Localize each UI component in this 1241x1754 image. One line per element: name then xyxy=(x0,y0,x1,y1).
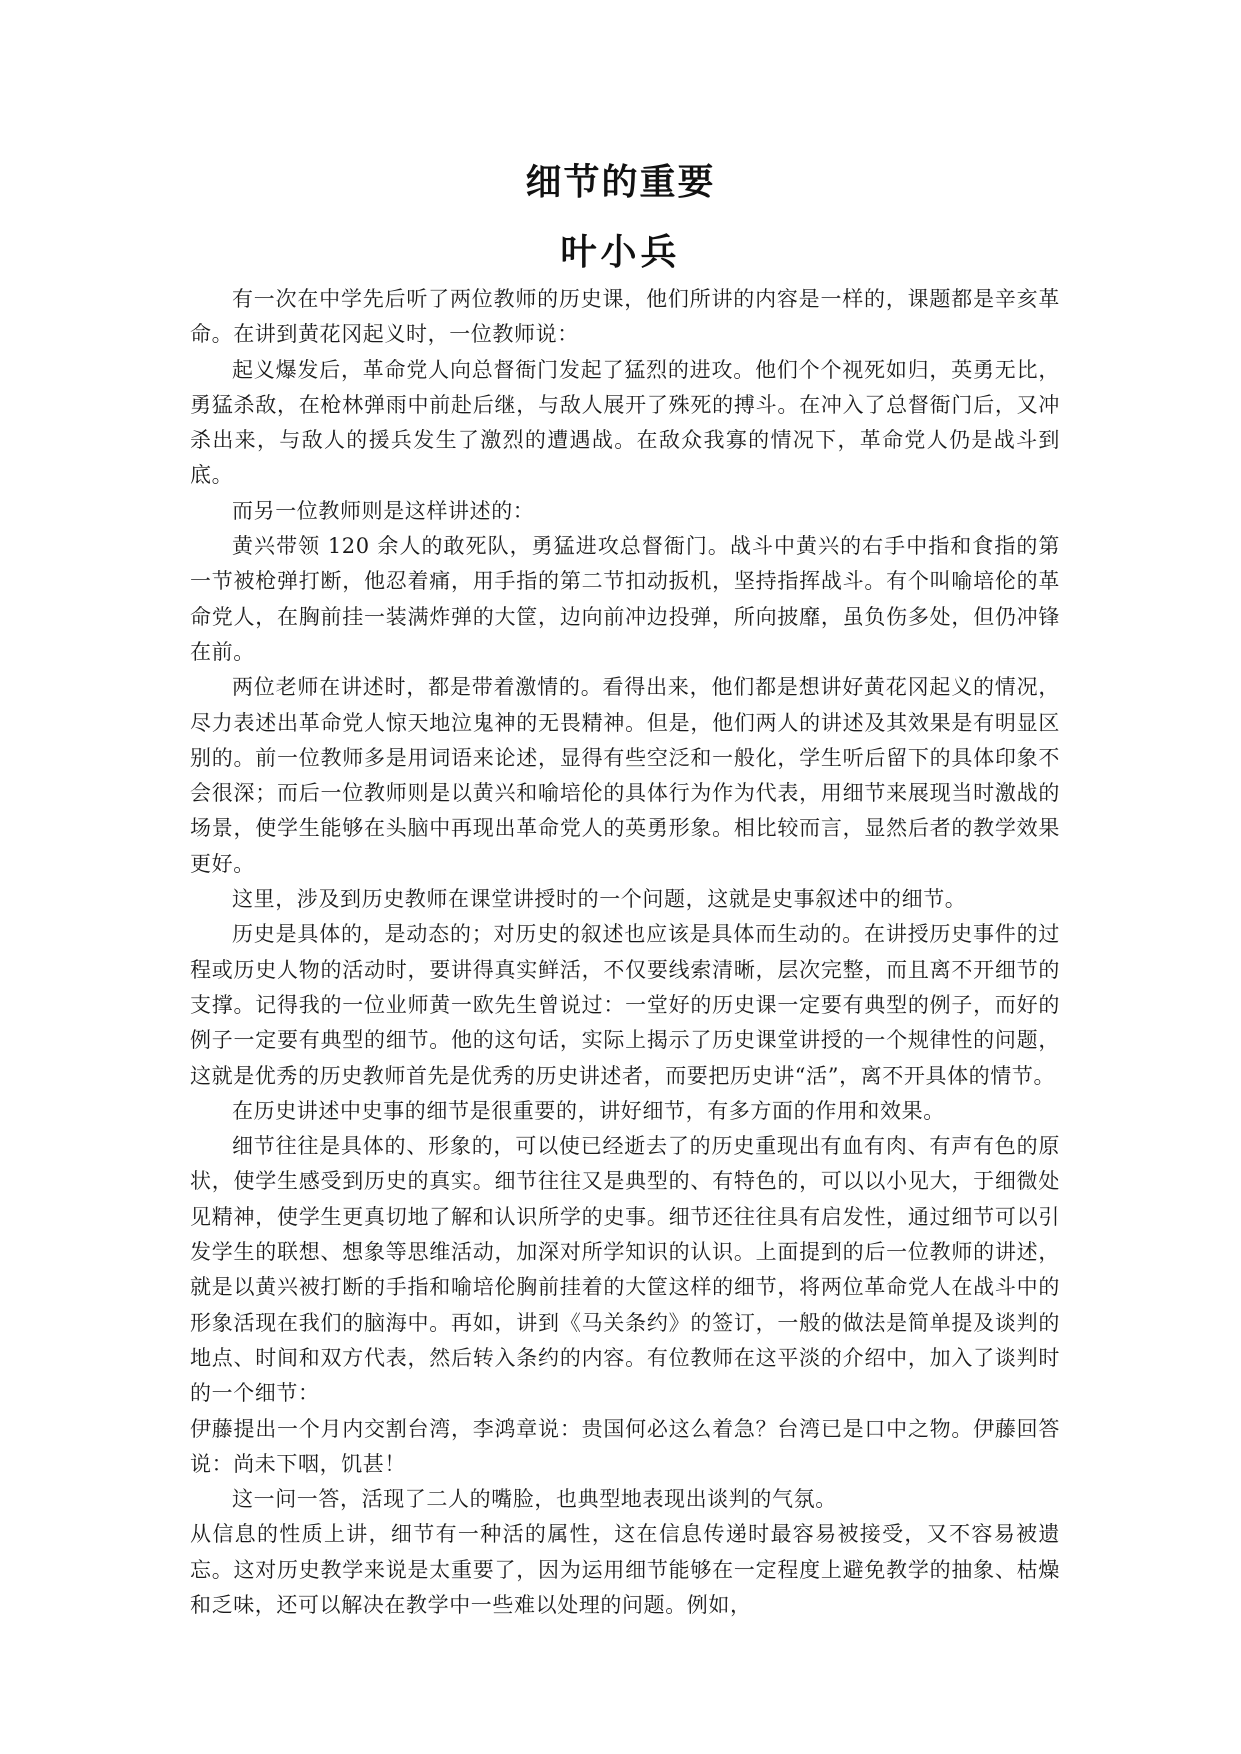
paragraph: 这一问一答，活现了二人的嘴脸，也典型地表现出谈判的气氛。 xyxy=(232,1487,837,1512)
document-author: 叶小兵 xyxy=(560,231,681,273)
paragraph: 伊藤提出一个月内交割台湾，李鸿章说：贵国何必这么着急？台湾已是口中之物。伊藤回答说：尚未下咽，饥甚！ xyxy=(190,1416,1060,1476)
paragraph: 在历史讲述中史事的细节是很重要的，讲好细节，有多方面的作用和效果。 xyxy=(232,1098,945,1123)
paragraph: 细节往往是具体的、形象的，可以使已经逝去了的历史重现出有血有肉、有声有色的原状，使学生感受到历史的真实。细节往往又是典型的、有特色的，可以以小见大，于细微处见精神，使学生更真切地了解和认识所学的史事。细节还往往具有启发性，通过细节可以引发学生的联想、想象等思维活动，加深对所学知识的认识。上面提到的后一位教师的讲述，就是以黄兴被打断的手指和喻培伦胸前挂着的大筐这样的细节，将两位革命党人在战斗中的形象活现在我们的脑海中。再如，讲到《马关条约》的签订，一般的做法是简单提及谈判的地点、时间和双方代表，然后转入条约的内容。有位教师在这平淡的介绍中，加入了谈判时的一个细节： xyxy=(190,1134,1060,1406)
paragraph: 这里，涉及到历史教师在课堂讲授时的一个问题，这就是史事叙述中的细节。 xyxy=(232,887,967,912)
paragraph: 起义爆发后，革命党人向总督衙门发起了猛烈的进攻。他们个个视死如归，英勇无比，勇猛杀敌，在枪林弹雨中前赴后继，与敌人展开了殊死的搏斗。在冲入了总督衙门后，又冲杀出来，与敌人的援兵发生了激烈的遭遇战。在敌众我寡的情况下，革命党人仍是战斗到底。 xyxy=(190,357,1060,488)
paragraph: 两位老师在讲述时，都是带着激情的。看得出来，他们都是想讲好黄花冈起义的情况，尽力表述出革命党人惊天地泣鬼神的无畏精神。但是，他们两人的讲述及其效果是有明显区别的。前一位教师多是用词语来论述，显得有些空泛和一般化，学生听后留下的具体印象不会很深；而后一位教师则是以黄兴和喻培伦的具体行为作为代表，用细节来展现当时激战的场景，使学生能够在头脑中再现出革命党人的英勇形象。相比较而言，显然后者的教学效果更好。 xyxy=(190,675,1060,876)
document-body xyxy=(190,282,1060,1623)
paragraph: 从信息的性质上讲，细节有一种活的属性，这在信息传递时最容易被接受，又不容易被遗忘。这对历史教学来说是太重要了，因为运用细节能够在一定程度上避免教学的抽象、枯燥和乏味，还可以解决在教学中一些难以处理的问题。例如， xyxy=(190,1522,1060,1617)
paragraph: 黄兴带领 120 余人的敢死队，勇猛进攻总督衙门。战斗中黄兴的右手中指和食指的第一节被枪弹打断，他忍着痛，用手指的第二节扣动扳机，坚持指挥战斗。有个叫喻培伦的革命党人，在胸前挂一装满炸弹的大筐，边向前冲边投弹，所向披靡，虽负伤多处，但仍冲锋在前。 xyxy=(190,534,1060,664)
paragraph: 历史是具体的，是动态的；对历史的叙述也应该是具体而生动的。在讲授历史事件的过程或历史人物的活动时，要讲得真实鲜活，不仅要线索清晰，层次完整，而且离不开细节的支撑。记得我的一位业师黄一欧先生曾说过：一堂好的历史课一定要有典型的例子，而好的例子一定要有典型的细节。他的这句话，实际上揭示了历史课堂讲授的一个规律性的问题，这就是优秀的历史教师首先是优秀的历史讲述者，而要把历史讲“活”，离不开具体的情节。 xyxy=(190,922,1060,1088)
paragraph: 有一次在中学先后听了两位教师的历史课，他们所讲的内容是一样的，课题都是辛亥革命。在讲到黄花冈起义时，一位教师说： xyxy=(190,287,1060,347)
document-title: 细节的重要 xyxy=(525,161,716,203)
paragraph: 而另一位教师则是这样讲述的： xyxy=(232,498,535,523)
